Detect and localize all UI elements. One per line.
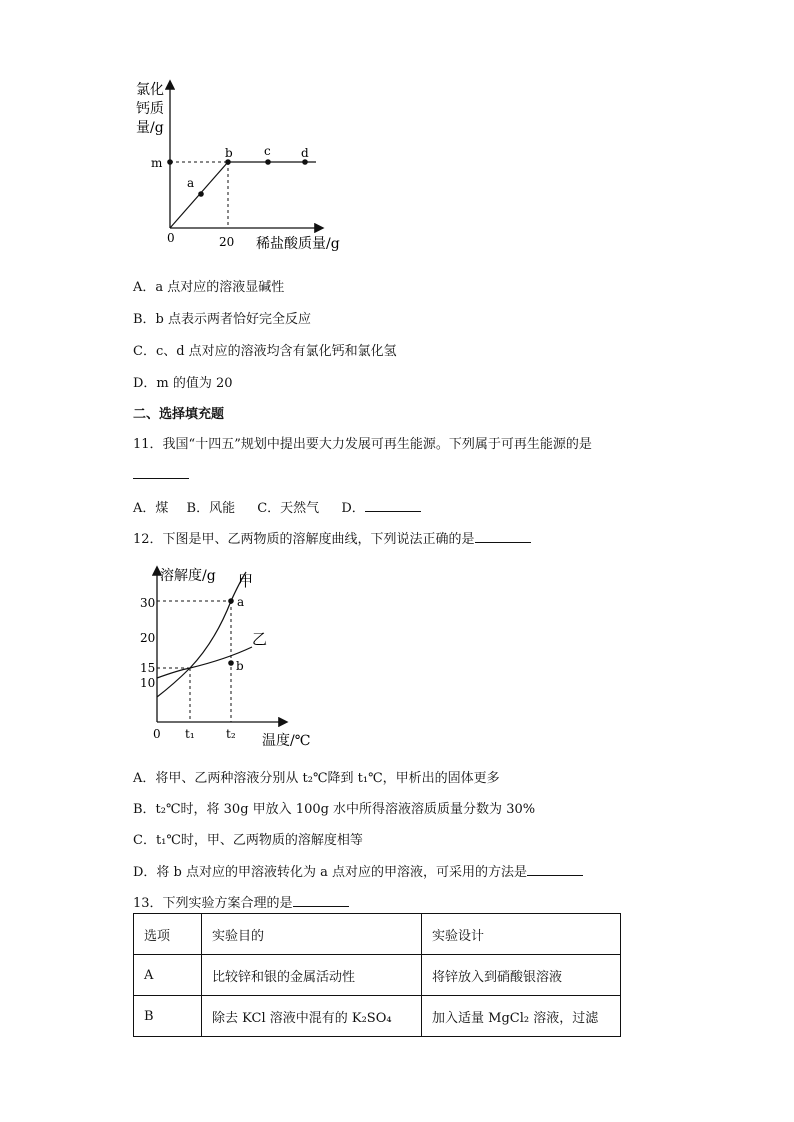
label-c: c xyxy=(264,144,271,158)
q12-option-b: B．t₂℃时，将 30g 甲放入 100g 水中所得溶液溶质质量分数为 30% xyxy=(133,802,536,817)
y-label-1: 氯化 xyxy=(136,82,164,98)
x-tick-20: 20 xyxy=(219,235,235,249)
q11-option-a: A．煤 xyxy=(133,501,169,516)
q11-option-b: B．风能 xyxy=(186,501,236,516)
q10-option-a: A．a 点对应的溶液显碱性 xyxy=(133,280,285,295)
x-tick-t1: t₁ xyxy=(185,727,195,741)
x-label: 稀盐酸质量/g xyxy=(256,236,340,252)
q10-option-c: C．c、d 点对应的溶液均含有氯化钙和氯化氢 xyxy=(133,344,397,359)
y-label: 溶解度/g xyxy=(160,568,216,584)
experiment-table xyxy=(133,913,621,1037)
y-label-2: 钙质 xyxy=(136,101,164,117)
y-tick-m: m xyxy=(151,156,163,170)
q11-option-d: D． xyxy=(341,501,365,516)
x-label: 温度/℃ xyxy=(262,733,310,749)
curve-yi-label: 乙 xyxy=(252,630,268,648)
point-a xyxy=(228,598,234,604)
section-heading: 二、选择填充题 xyxy=(133,407,225,422)
point-b xyxy=(225,159,231,165)
table-row xyxy=(134,996,621,1037)
point-c xyxy=(265,159,271,165)
header-option: 选项 xyxy=(134,914,202,955)
curve-jia-label: 甲 xyxy=(238,572,254,590)
q11-answer-blank xyxy=(133,466,189,483)
header-design: 实验设计 xyxy=(422,914,621,955)
q11-stem: 11．我国“十四五”规划中提出要大力发展可再生能源。下列属于可再生能源的是 xyxy=(133,437,592,452)
q12-option-c: C．t₁℃时，甲、乙两物质的溶解度相等 xyxy=(133,833,363,848)
q10-option-b: B．b 点表示两者恰好完全反应 xyxy=(133,312,312,327)
label-a: a xyxy=(187,176,195,190)
label-d: d xyxy=(301,146,309,160)
cell-design: 加入适量 MgCl₂ 溶液，过滤 xyxy=(422,996,621,1037)
y-label-3: 量/g xyxy=(136,120,164,136)
cell-purpose: 比较锌和银的金属活动性 xyxy=(202,955,422,996)
q12-option-a: A．将甲、乙两种溶液分别从 t₂℃降到 t₁℃，甲析出的固体更多 xyxy=(133,771,500,786)
chart-calcium-chloride xyxy=(130,78,360,258)
cell-design: 将锌放入到硝酸银溶液 xyxy=(422,955,621,996)
y-tick-20: 20 xyxy=(140,631,156,645)
q11-options xyxy=(133,497,421,516)
cell-purpose: 除去 KCl 溶液中混有的 K₂SO₄ xyxy=(202,996,422,1037)
cell-option: B xyxy=(134,996,202,1037)
table-row xyxy=(134,955,621,996)
y-tick-10: 10 xyxy=(140,676,156,690)
chart-solubility xyxy=(140,562,310,752)
cell-option: A xyxy=(134,955,202,996)
x-tick-t2: t₂ xyxy=(226,727,236,741)
y-tick-15: 15 xyxy=(140,661,156,675)
point-m xyxy=(167,159,173,165)
q13-stem: 13．下列实验方案合理的是 xyxy=(133,892,349,911)
q11-option-c: C．天然气 xyxy=(257,501,320,516)
q12-option-d: D．将 b 点对应的甲溶液转化为 a 点对应的甲溶液，可采用的方法是 xyxy=(133,861,583,880)
point-b-label: b xyxy=(236,659,244,673)
header-purpose: 实验目的 xyxy=(202,914,422,955)
table-header-row xyxy=(134,914,621,955)
point-a-label: a xyxy=(237,595,245,609)
origin-label: 0 xyxy=(167,231,175,245)
curve-jia xyxy=(157,572,246,697)
q10-option-d: D．m 的值为 20 xyxy=(133,376,233,391)
point-d xyxy=(302,159,308,165)
point-a xyxy=(198,191,204,197)
label-b: b xyxy=(225,146,233,160)
y-tick-30: 30 xyxy=(140,596,156,610)
point-b xyxy=(228,660,234,666)
q12-stem: 12．下图是甲、乙两物质的溶解度曲线，下列说法正确的是 xyxy=(133,528,531,547)
origin-label: 0 xyxy=(153,727,161,741)
